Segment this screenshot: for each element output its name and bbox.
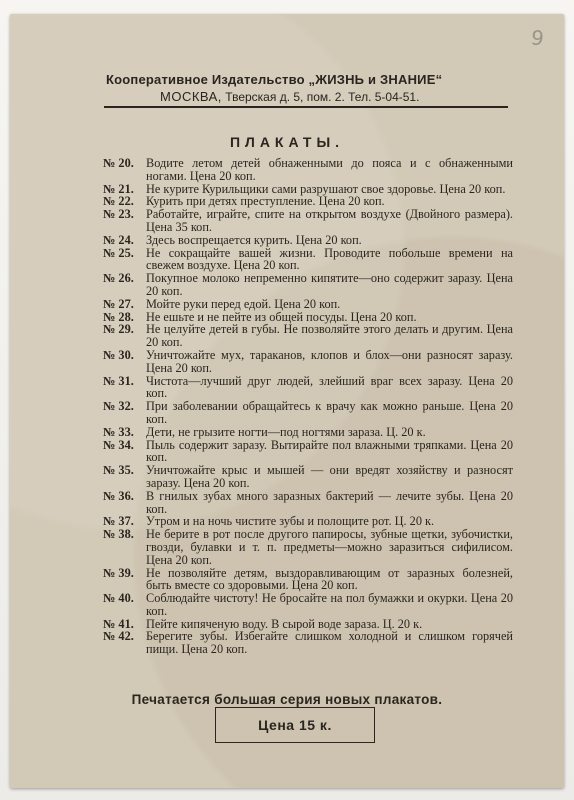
poster-entry xyxy=(103,439,513,465)
poster-number: № 35. xyxy=(103,463,134,478)
poster-entry xyxy=(103,323,513,349)
poster-text: Не целуйте детей в губы. Не позволяйте этого делать и другим. Цена 20 коп. xyxy=(146,322,513,350)
poster-text: Уничтожайте мух, тараканов, клопов и блох—они разносят заразу. Цена 20 коп. xyxy=(146,347,513,375)
section-title: ПЛАКАТЫ. xyxy=(229,134,345,150)
street-address: Тверская д. 5, пом. 2. Тел. 5-04-51. xyxy=(225,90,420,104)
poster-text: Не позволяйте детям, выздоравливающим от заразных болезней, быть вместе со здоровыми. Цена 20 коп. xyxy=(146,565,513,593)
series-note: Печатается большая серия новых плакатов. xyxy=(131,692,443,707)
poster-entry xyxy=(103,157,513,183)
poster-number: № 30. xyxy=(103,347,134,362)
poster-number: № 32. xyxy=(103,399,134,414)
publisher-name: Кооперативное Издательство „ЖИЗНЬ и ЗНАНИЕ“ xyxy=(106,72,443,87)
poster-text: Покупное молоко непременно кипятите—оно содержит заразу. Цена 20 коп. xyxy=(146,271,513,298)
poster-text: При заболевании обращайтесь к врачу как можно раньше. Цена 20 коп. xyxy=(146,399,513,426)
poster-text: Не сокращайте вашей жизни. Проводите побольше времени на свежем воздухе. Цена 20 коп. xyxy=(146,245,513,273)
city-name: МОСКВА, xyxy=(160,89,222,104)
poster-number: № 23. xyxy=(103,207,134,222)
document-page xyxy=(10,14,564,788)
poster-entry xyxy=(103,234,513,247)
poster-entry xyxy=(103,208,513,234)
publisher-address xyxy=(160,89,419,104)
poster-number: № 42. xyxy=(103,629,134,644)
pencil-mark: 9 xyxy=(529,25,546,51)
poster-entry xyxy=(103,490,513,516)
poster-list xyxy=(103,157,513,656)
poster-number: № 27. xyxy=(103,296,134,311)
poster-number: № 33. xyxy=(103,424,134,439)
poster-number: № 39. xyxy=(103,565,134,580)
poster-number: № 34. xyxy=(103,437,134,452)
poster-entry xyxy=(103,375,513,401)
poster-entry xyxy=(103,298,513,311)
poster-text: Соблюдайте чистоту! Не бросайте на пол бумажки и окурки. Цена 20 коп. xyxy=(146,591,513,618)
poster-text: Утром и на ночь чистите зубы и полощите рот. Ц. 20 к. xyxy=(146,514,435,529)
poster-text: Пейте кипяченую воду. В сырой воде зараза. Ц. 20 к. xyxy=(146,616,423,631)
poster-number: № 24. xyxy=(103,232,134,247)
poster-entry xyxy=(103,592,513,618)
poster-entry xyxy=(103,630,513,656)
poster-entry xyxy=(103,400,513,426)
poster-text: Дети, не грызите ногти—под ногтями зараза. Ц. 20 к. xyxy=(146,424,426,439)
poster-number: № 26. xyxy=(103,271,134,286)
poster-text: Водите летом детей обнаженными до пояса и с обнаженными ногами. Цена 20 коп. xyxy=(146,156,513,183)
poster-text: Пыль содержит заразу. Вытирайте пол влажными тряпками. Цена 20 коп. xyxy=(146,437,513,465)
poster-number: № 21. xyxy=(103,181,134,196)
poster-text: Курить при детях преступление. Цена 20 коп. xyxy=(146,194,385,209)
poster-text: Работайте, играйте, спите на открытом воздухе (Двойного размера). Цена 35 коп. xyxy=(146,207,513,234)
poster-text: Берегите зубы. Избегайте слишком холодной и слишком горячей пищи. Цена 20 коп. xyxy=(146,629,513,657)
poster-number: № 40. xyxy=(103,591,134,606)
price-box xyxy=(215,707,375,743)
poster-text: Не курите Курильщики сами разрушают свое здоровье. Цена 20 коп. xyxy=(146,181,506,196)
poster-text: В гнилых зубах много заразных бактерий — лечите зубы. Цена 20 коп. xyxy=(146,488,513,516)
poster-entry xyxy=(103,464,513,490)
poster-number: № 22. xyxy=(103,194,134,209)
poster-number: № 31. xyxy=(103,373,134,388)
poster-text: Здесь воспрещается курить. Цена 20 коп. xyxy=(146,232,362,247)
price-label: Цена 15 к. xyxy=(258,717,332,733)
poster-number: № 37. xyxy=(103,514,134,529)
poster-text: Чистота—лучший друг людей, злейший враг всех заразу. Цена 20 коп. xyxy=(146,373,513,401)
poster-entry xyxy=(103,349,513,375)
poster-number: № 29. xyxy=(103,322,134,337)
poster-text: Мойте руки перед едой. Цена 20 коп. xyxy=(146,296,341,311)
poster-number: № 25. xyxy=(103,245,134,260)
poster-number: № 36. xyxy=(103,488,134,503)
poster-entry xyxy=(103,567,513,593)
poster-number: № 38. xyxy=(103,527,134,542)
poster-text: Не ешьте и не пейте из общей посуды. Цена 20 коп. xyxy=(146,309,417,324)
header-rule xyxy=(104,106,508,108)
poster-number: № 28. xyxy=(103,309,134,324)
poster-text: Не берите в рот после другого папиросы, зубные щетки, зубочистки, гвозди, булавки и т. п. предметы—можно заразиться сифилисом. Цена 20 коп. xyxy=(146,527,513,567)
poster-number: № 41. xyxy=(103,616,134,631)
poster-entry xyxy=(103,426,513,439)
poster-entry xyxy=(103,528,513,566)
poster-entry xyxy=(103,272,513,298)
poster-number: № 20. xyxy=(103,156,134,170)
poster-entry xyxy=(103,247,513,273)
poster-text: Уничтожайте крыс и мышей — они вредят хозяйству и разносят заразу. Цена 20 коп. xyxy=(146,463,513,490)
